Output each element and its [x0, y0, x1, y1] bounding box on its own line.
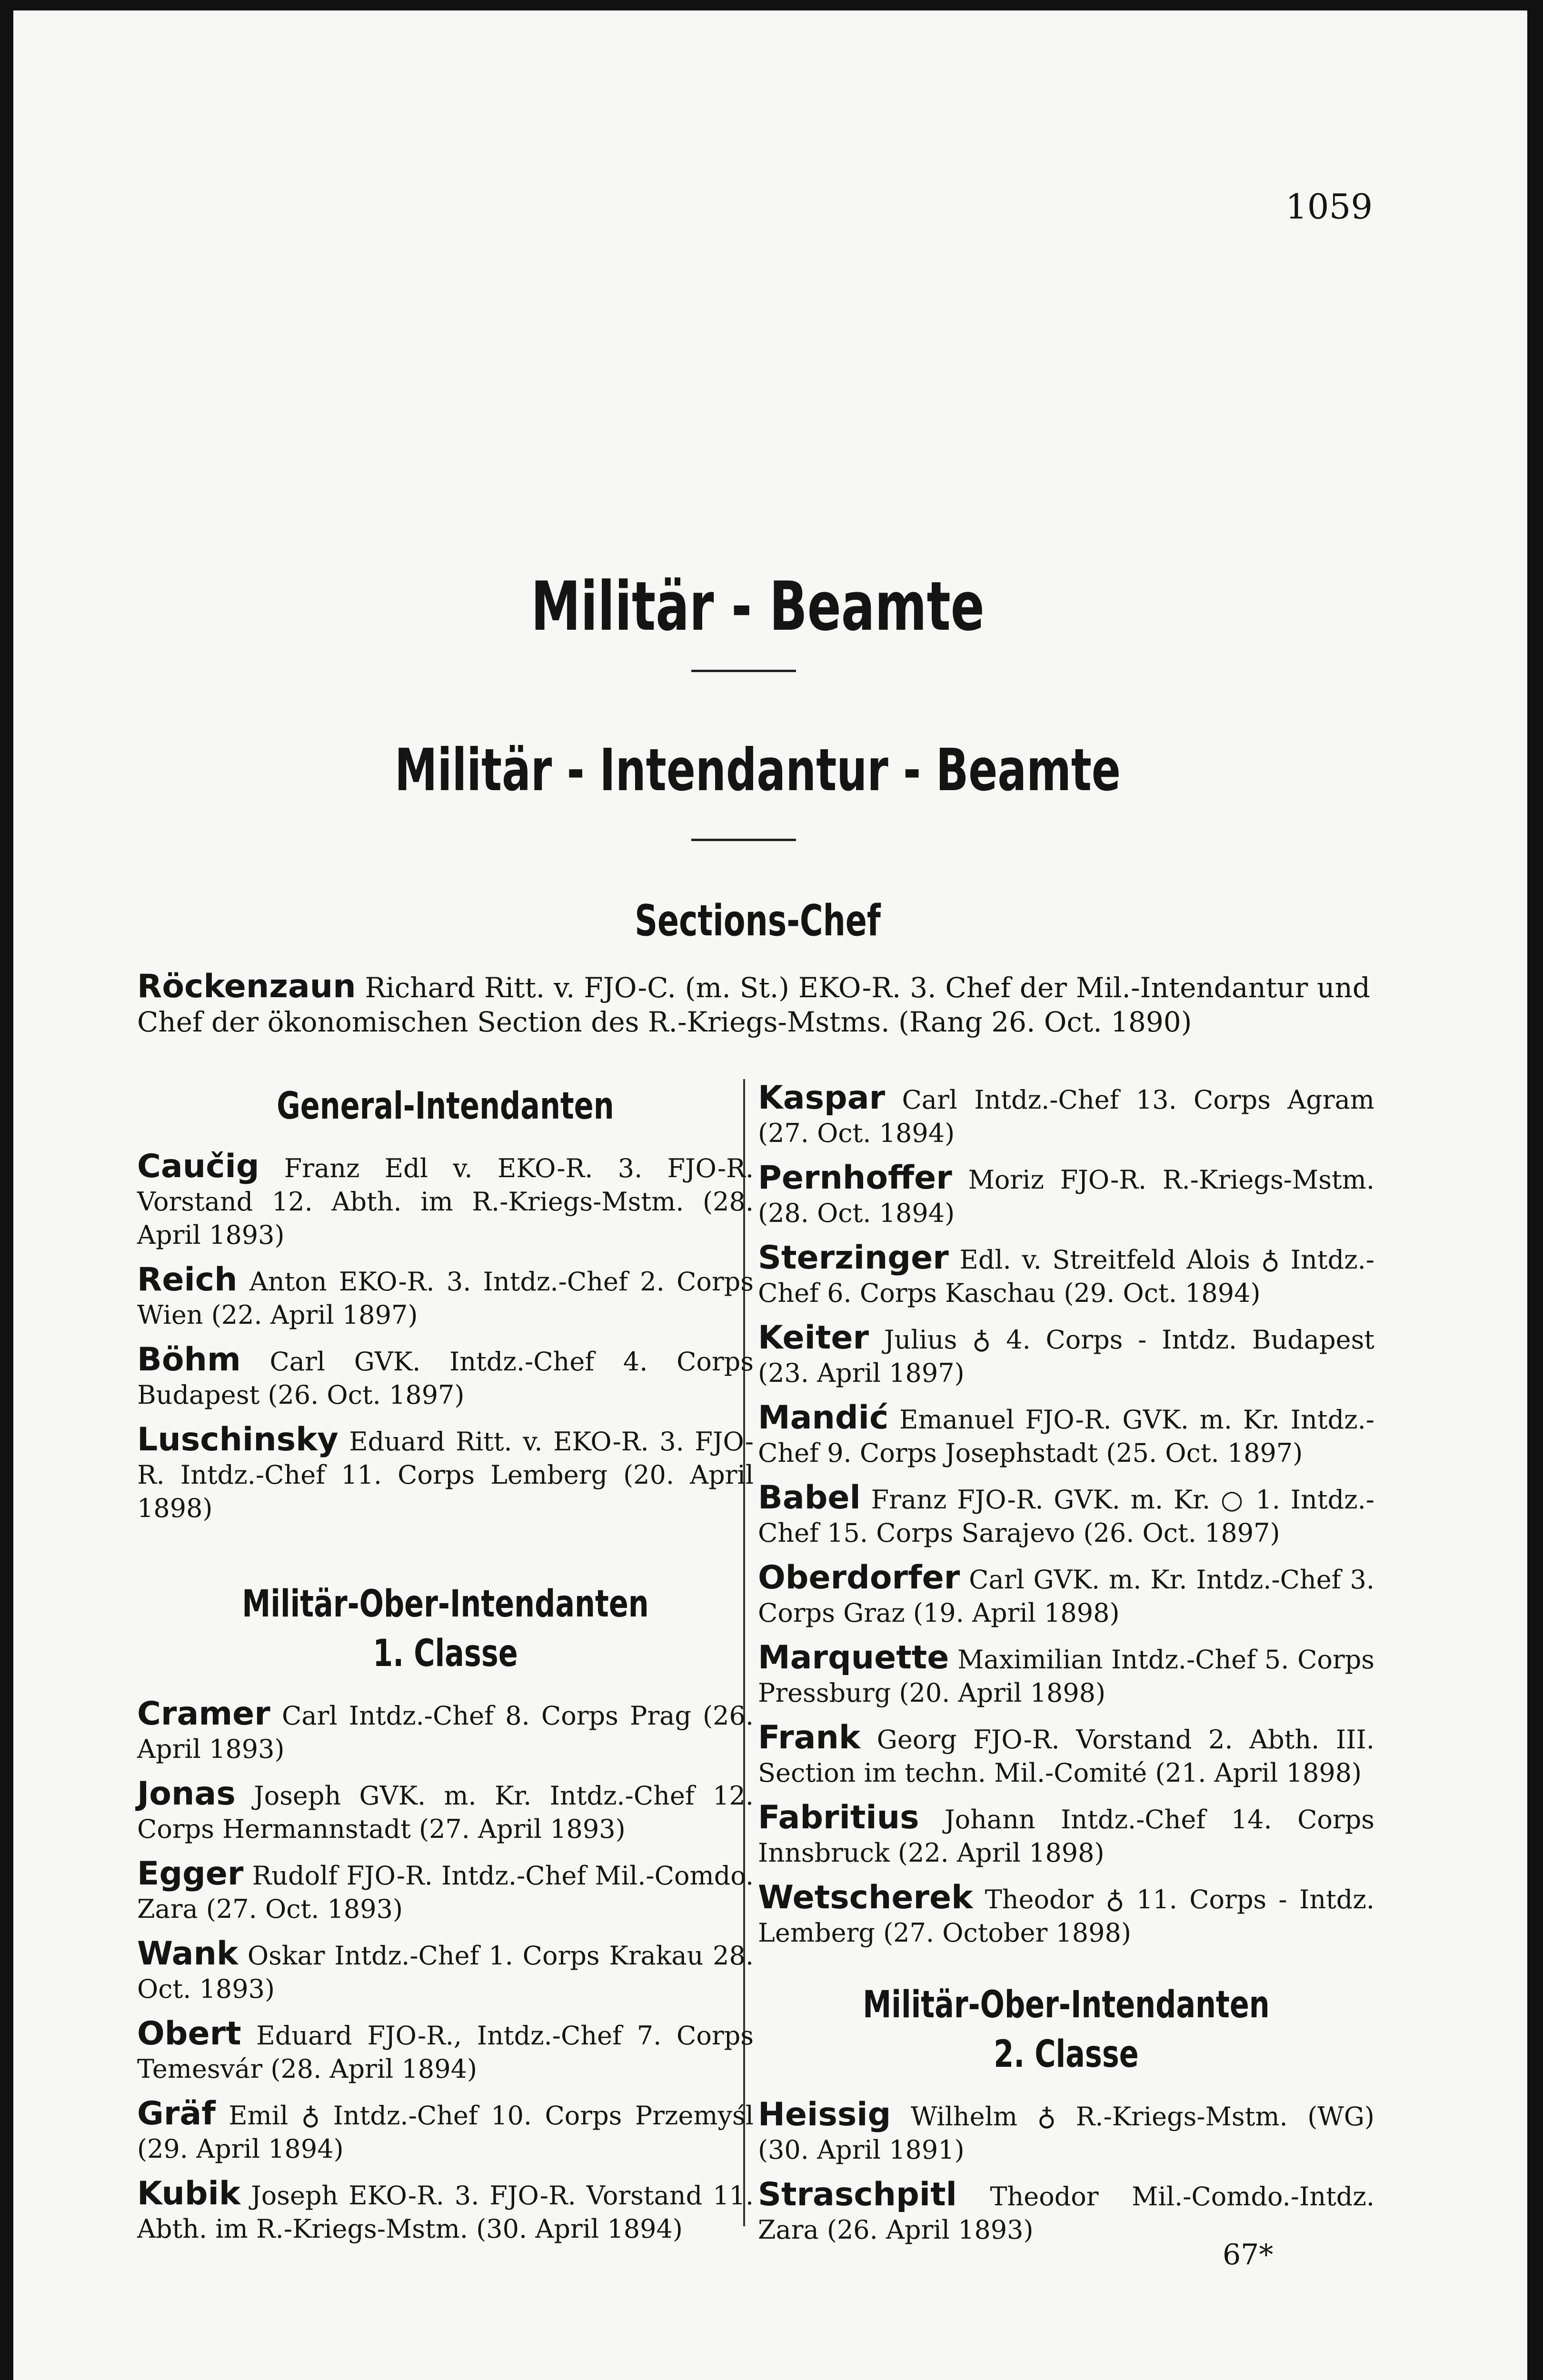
entry-text: Georg FJO-R. Vorstand 2. Abth. III. Section im techn. Mil.-Comité (21. April 1898)	[758, 1725, 1374, 1788]
list-item	[137, 1777, 754, 1846]
entry-text: Carl Intdz.-Chef 13. Corps Agram (27. Oct. 1894)	[758, 1085, 1374, 1148]
title-divider	[691, 670, 796, 672]
document-page	[13, 10, 1527, 2380]
entry-name: Kubik	[137, 2175, 241, 2212]
entry-text: Johann Intdz.-Chef 14. Corps Innsbruck (22. April 1898)	[758, 1805, 1374, 1868]
entry-name: Fabritius	[758, 1799, 919, 1836]
list-item	[758, 1641, 1374, 1710]
entry-text: Carl Intdz.-Chef 8. Corps Prag (26. April 1893)	[137, 1701, 754, 1764]
entry-text: Wilhelm ♁ R.-Kriegs-Mstm. (WG) (30. April 1891)	[758, 2102, 1374, 2165]
subtitle-divider	[691, 839, 796, 841]
entry-text: Edl. v. Streitfeld Alois ♁ Intdz.-Chef 6. Corps Kaschau (29. Oct. 1894)	[758, 1245, 1375, 1308]
list-item	[137, 2097, 754, 2166]
ober-intendanten-1-class: 1. Classe	[373, 1632, 518, 1675]
list-item	[758, 1161, 1374, 1230]
list-item	[758, 1561, 1374, 1630]
list-item	[758, 1721, 1374, 1790]
list-item	[758, 1881, 1374, 1950]
entry-text: Eduard FJO-R., Intdz.-Chef 7. Corps Temesvár (28. April 1894)	[137, 2021, 754, 2084]
entry-text: Franz FJO-R. GVK. m. Kr. ○ 1. Intdz.-Chef 15. Corps Sarajevo (26. Oct. 1897)	[758, 1485, 1374, 1548]
entry-name: Egger	[137, 1855, 244, 1893]
general-intendanten-heading: General-Intendanten	[277, 1085, 614, 1128]
entry-text: Oskar Intdz.-Chef 1. Corps Krakau 28. Oct. 1893)	[137, 1941, 754, 2004]
entry-name: Reich	[137, 1261, 238, 1299]
list-item	[137, 2177, 754, 2246]
list-item	[137, 1423, 754, 1525]
list-item	[758, 2098, 1374, 2167]
entry-text: Joseph EKO-R. 3. FJO-R. Vorstand 11. Abth. im R.-Kriegs-Mstm. (30. April 1894)	[137, 2181, 754, 2244]
list-item	[758, 1481, 1374, 1550]
entry-name: Kaspar	[758, 1079, 886, 1117]
entry-name: Röckenzaun	[137, 968, 356, 1005]
entry-name: Böhm	[137, 1341, 241, 1378]
entry-name: Oberdorfer	[758, 1559, 960, 1597]
entry-text: Theodor ♁ 11. Corps - Intdz. Lemberg (27. October 1898)	[758, 1884, 1374, 1948]
entry-text: Anton EKO-R. 3. Intdz.-Chef 2. Corps Wien (22. April 1897)	[137, 1267, 754, 1330]
entry-name: Frank	[758, 1719, 861, 1756]
entry-text: Emil ♁ Intdz.-Chef 10. Corps Przemyśl (29. April 1894)	[137, 2101, 754, 2164]
right-column	[758, 1081, 1374, 2258]
page-number: 1059	[1285, 187, 1373, 227]
entry-text: Joseph GVK. m. Kr. Intdz.-Chef 12. Corps Hermannstadt (27. April 1893)	[137, 1781, 754, 1844]
list-item	[758, 1241, 1374, 1310]
entry-name: Mandić	[758, 1399, 889, 1437]
entry-name: Wetscherek	[758, 1879, 973, 1916]
entry-name: Straschpitl	[758, 2176, 957, 2213]
entry-text: Franz Edl v. EKO-R. 3. FJO-R. Vorstand 12. Abth. im R.-Kriegs-Mstm. (28. April 1893)	[137, 1153, 754, 1250]
list-item	[137, 2017, 754, 2086]
entry-name: Babel	[758, 1479, 861, 1517]
entry-text: Maximilian Intdz.-Chef 5. Corps Pressburg (20. April 1898)	[758, 1645, 1375, 1708]
list-item	[137, 1857, 754, 1926]
entry-text: Richard Ritt. v. FJO-C. (m. St.) EKO-R. 3. Chef der Mil.-Intendantur und Chef der ökonomischen Section des R.-Kriegs-Mstms. (Rang 26. Oct. 1890)	[137, 972, 1370, 1038]
entry-text: Rudolf FJO-R. Intdz.-Chef Mil.-Comdo. Zara (27. Oct. 1893)	[137, 1861, 754, 1924]
ober-intendanten-1-heading: Militär-Ober-Intendanten	[242, 1583, 649, 1626]
entry-name: Caučig	[137, 1148, 259, 1185]
ober-intendanten-2-class: 2. Classe	[994, 2033, 1139, 2076]
entry-name: Wank	[137, 1935, 239, 1973]
list-item	[758, 1321, 1374, 1390]
list-item	[758, 1401, 1374, 1470]
entry-name: Luschinsky	[137, 1421, 338, 1458]
page-title: Militär - Beamte	[531, 567, 985, 646]
entry-name: Obert	[137, 2015, 241, 2053]
entry-text: Emanuel FJO-R. GVK. m. Kr. Intdz.-Chef 9. Corps Josephstadt (25. Oct. 1897)	[758, 1405, 1375, 1468]
list-item	[137, 1150, 754, 1252]
entry-text: Julius ♁ 4. Corps - Intdz. Budapest (23. April 1897)	[758, 1325, 1374, 1388]
list-item	[758, 1801, 1374, 1870]
page-subtitle: Militär - Intendantur - Beamte	[395, 736, 1121, 804]
entry-text: Moriz FJO-R. R.-Kriegs-Mstm. (28. Oct. 1894)	[758, 1165, 1374, 1228]
entry-text: Carl GVK. m. Kr. Intdz.-Chef 3. Corps Graz (19. April 1898)	[758, 1565, 1375, 1628]
list-item	[137, 1697, 754, 1766]
list-item	[758, 2178, 1374, 2247]
section-chef-heading: Sections-Chef	[635, 896, 881, 946]
entry-name: Pernhoffer	[758, 1159, 952, 1197]
entry-text: Carl GVK. Intdz.-Chef 4. Corps Budapest (26. Oct. 1897)	[137, 1347, 754, 1410]
list-item	[137, 1343, 754, 1412]
section-chef-entry	[137, 970, 1370, 1039]
entry-name: Marquette	[758, 1639, 949, 1676]
entry-name: Heissig	[758, 2096, 891, 2133]
entry-text: Theodor Mil.-Comdo.-Intdz. Zara (26. April 1893)	[758, 2182, 1374, 2245]
entry-name: Jonas	[137, 1775, 236, 1813]
signature-mark: 67*	[1223, 2238, 1274, 2271]
entry-name: Cramer	[137, 1695, 270, 1733]
entry-text: Eduard Ritt. v. EKO-R. 3. FJO-R. Intdz.-Chef 11. Corps Lemberg (20. April 1898)	[137, 1427, 754, 1523]
list-item	[137, 1263, 754, 1332]
left-column	[137, 1081, 754, 2257]
ober-intendanten-2-heading: Militär-Ober-Intendanten	[863, 1983, 1270, 2026]
list-item	[137, 1937, 754, 2006]
list-item	[758, 1081, 1374, 1150]
entry-name: Keiter	[758, 1319, 869, 1357]
entry-name: Sterzinger	[758, 1239, 949, 1277]
entry-name: Gräf	[137, 2095, 216, 2132]
